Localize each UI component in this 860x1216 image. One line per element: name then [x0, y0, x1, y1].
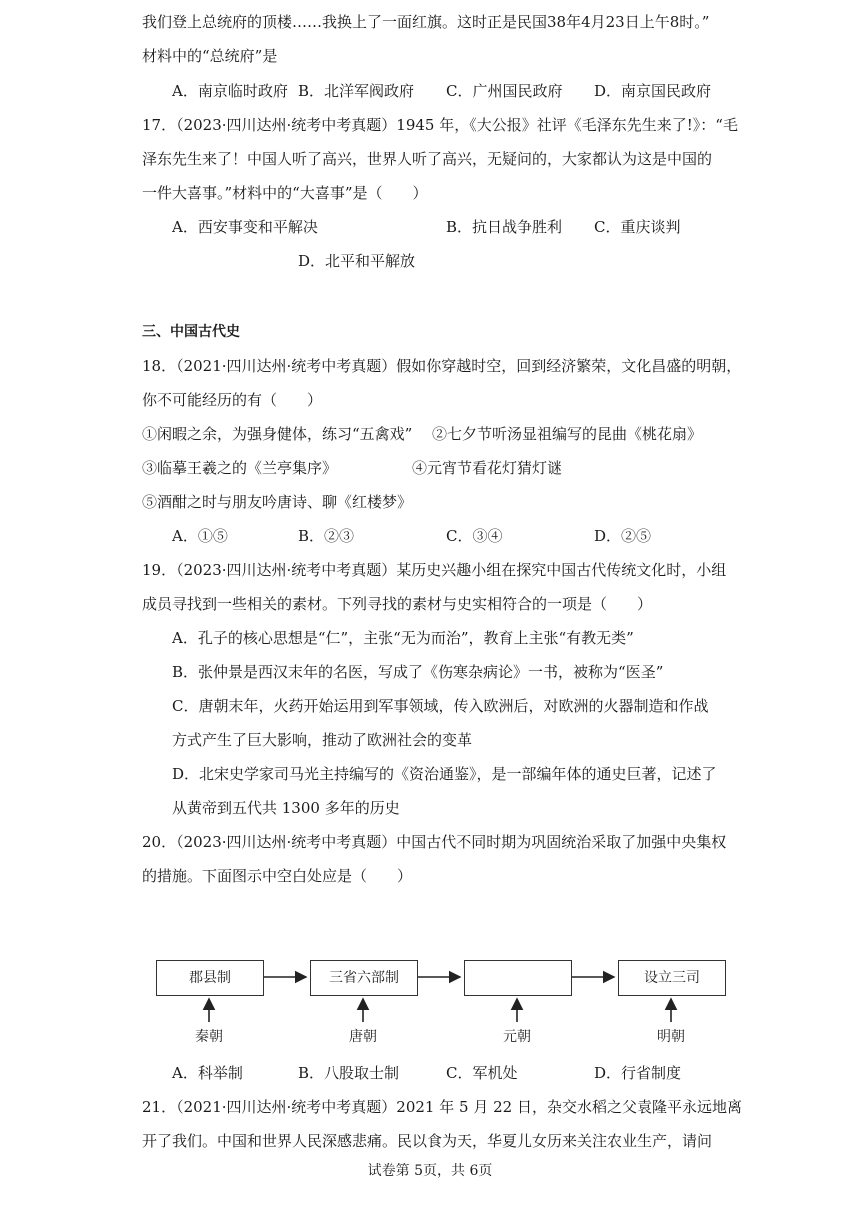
q17-option-c: C．重庆谈判 [594, 218, 681, 236]
q19-text-line-1: 19．（2023·四川达州·统考中考真题）某历史兴趣小组在探究中国古代传统文化时，小组 [142, 561, 727, 579]
q17-option-d: D．北平和平解放 [298, 252, 416, 270]
diagram-era-ming: 明朝 [657, 1029, 685, 1045]
q16-option-d: D．南京国民政府 [594, 82, 712, 100]
q19-option-a: A．孔子的核心思想是“仁”，主张“无为而治”，教育上主张“有教无类” [172, 629, 634, 647]
q18-option-c: C．③④ [446, 527, 503, 545]
section-heading: 三、中国古代史 [142, 324, 240, 340]
q16-option-a: A．南京临时政府 [172, 82, 288, 100]
q21-text-line-1: 21．（2021·四川达州·统考中考真题）2021 年 5 月 22 日，杂交水稻之父袁隆平永远地离 [142, 1098, 742, 1116]
q17-option-b: B．抗日战争胜利 [446, 218, 563, 236]
q20-option-a: A．科举制 [172, 1064, 243, 1082]
q18-text-line-2: 你不可能经历的有（ ） [142, 391, 323, 409]
q19-option-b: B．张仲景是西汉末年的名医，写成了《伤寒杂病论》一书，被称为“医圣” [172, 663, 664, 681]
q16-text-line-1: 我们登上总统府的顶楼……我换上了一面红旗。这时正是民国38年4月23日上午8时。” [142, 13, 710, 31]
q17-text-line-3: 一件大喜事。”材料中的“大喜事”是（ ） [142, 184, 428, 202]
q19-option-c-line-1: C．唐朝末年，火药开始运用到军事领域，传入欧洲后，对欧洲的火器制造和作战 [172, 697, 709, 715]
q20-text-line-2: 的措施。下面图示中空白处应是（ ） [142, 867, 413, 885]
q18-item-5: ⑤酒酣之时与朋友吟唐诗、聊《红楼梦》 [142, 493, 413, 511]
q19-option-c-line-2: 方式产生了巨大影响，推动了欧洲社会的变革 [172, 731, 473, 749]
q17-text-line-1: 17．（2023·四川达州·统考中考真题）1945 年，《大公报》社评《毛泽东先生来了!》：“毛 [142, 116, 738, 134]
q19-text-line-2: 成员寻找到一些相关的素材。下列寻找的素材与史实相符合的一项是（ ） [142, 595, 653, 613]
q18-text-line-1: 18．（2021·四川达州·统考中考真题）假如你穿越时空，回到经济繁荣，文化昌盛的明朝， [142, 357, 742, 375]
q19-option-d-line-1: D．北宋史学家司马光主持编写的《资治通鉴》，是一部编年体的通史巨著，记述了 [172, 765, 717, 783]
page-footer: 试卷第 5页，共 6页 [367, 1163, 493, 1179]
q17-option-a: A．西安事变和平解决 [172, 218, 318, 236]
q20-text-line-1: 20．（2023·四川达州·统考中考真题）中国古代不同时期为巩固统治采取了加强中央集权 [142, 833, 727, 851]
q20-option-c: C．军机处 [446, 1064, 518, 1082]
q17-text-line-2: 泽东先生来了！中国人听了高兴，世界人听了高兴，无疑问的，大家都认为这是中国的 [142, 150, 713, 168]
q16-option-b: B．北洋军阀政府 [298, 82, 415, 100]
q21-text-line-2: 开了我们。中国和世界人民深感悲痛。民以食为天，华夏儿女历来关注农业生产，请问 [142, 1132, 713, 1150]
q16-text-line-2: 材料中的“总统府”是 [142, 47, 278, 65]
diagram-box-qin: 郡县制 [156, 960, 264, 996]
diagram-box-ming: 设立三司 [618, 960, 726, 996]
q18-option-d: D．②⑤ [594, 527, 652, 545]
q18-option-a: A．①⑤ [172, 527, 228, 545]
q18-item-1: ①闲暇之余，为强身健体，练习“五禽戏” [142, 425, 413, 443]
q18-item-2: ②七夕节听汤显祖编写的昆曲《桃花扇》 [432, 425, 703, 443]
q20-option-d: D．行省制度 [594, 1064, 682, 1082]
q18-item-3: ③临摹王羲之的《兰亭集序》 [142, 459, 338, 477]
diagram-box-tang: 三省六部制 [310, 960, 418, 996]
q16-option-c: C．广州国民政府 [446, 82, 563, 100]
q19-option-d-line-2: 从黄帝到五代共 1300 多年的历史 [172, 799, 400, 817]
q20-option-b: B．八股取士制 [298, 1064, 400, 1082]
q18-item-4: ④元宵节看花灯猜灯谜 [412, 459, 563, 477]
diagram-era-tang: 唐朝 [349, 1029, 377, 1045]
q18-option-b: B．②③ [298, 527, 355, 545]
diagram-era-qin: 秦朝 [195, 1029, 223, 1045]
diagram-era-yuan: 元朝 [503, 1029, 531, 1045]
